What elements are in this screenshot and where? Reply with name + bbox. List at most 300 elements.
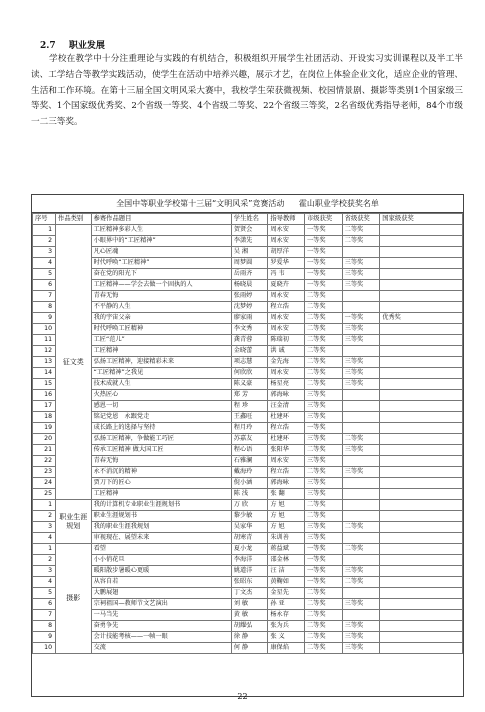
table-cell: 二等奖 (304, 588, 342, 599)
table-cell: 审视现在、展望未来 (91, 533, 231, 544)
table-cell: 徐 静 (231, 632, 268, 643)
table-cell (380, 401, 463, 412)
table-cell: 二等奖 (304, 357, 342, 368)
table-row (33, 423, 463, 434)
table-cell: 三等奖 (304, 533, 342, 544)
table-cell: 二等奖 (304, 302, 342, 313)
table-row (33, 357, 463, 368)
table-cell: 二等奖 (304, 599, 342, 610)
table-cell: 何欣欣 (231, 368, 268, 379)
table-cell: 三等奖 (304, 522, 342, 533)
table-row (33, 478, 463, 489)
table-cell: 二等奖 (304, 368, 342, 379)
table-cell: 工匠精神——学会去做一个固执的人 (91, 280, 231, 291)
table-cell: 三等奖 (304, 456, 342, 467)
table-cell (342, 247, 380, 258)
table-cell: 冯 韦 (268, 269, 305, 280)
category-cell: 摄影 (56, 544, 92, 654)
table-cell: 6 (33, 280, 56, 291)
table-cell: 永不消沉的精神 (91, 467, 231, 478)
table-cell (342, 291, 380, 302)
table-cell: 火热匠心 (91, 390, 231, 401)
table-row (33, 588, 463, 599)
table-row (33, 280, 463, 291)
table-row (33, 533, 463, 544)
table-cell (380, 302, 463, 313)
table-cell: 三等奖 (342, 566, 380, 577)
table-cell: 三等奖 (342, 269, 380, 280)
table-cell (380, 544, 463, 555)
table-cell: 孙 亚 (268, 599, 305, 610)
table-cell: 二等奖 (304, 379, 342, 390)
table-cell: 方 旭 (268, 500, 305, 511)
table-cell (380, 566, 463, 577)
table-cell: 青春无悔 (91, 291, 231, 302)
table-cell: 优秀奖 (380, 313, 463, 324)
table-cell: 方 旭 (268, 522, 305, 533)
table-cell: 金先海 (268, 357, 305, 368)
table-cell: 7 (33, 610, 56, 621)
table-row (33, 489, 463, 500)
table-row (33, 467, 463, 478)
table-cell: 10 (33, 643, 56, 654)
section-heading (40, 38, 105, 51)
table-cell: 一等奖 (304, 577, 342, 588)
table-row (33, 511, 463, 522)
table-cell: 胡厚洋 (268, 247, 305, 258)
table-cell: 周永安 (268, 324, 305, 335)
table-cell (342, 588, 380, 599)
table-cell: 倪小涵 (231, 478, 268, 489)
table-cell: 13 (33, 357, 56, 368)
table-cell: 一等奖 (304, 544, 342, 555)
table-cell: 二等奖 (304, 610, 342, 621)
table-cell: 传承工匠精神 做大国工匠 (91, 445, 231, 456)
table-cell (342, 511, 380, 522)
table-cell: 万 欣 (231, 500, 268, 511)
table-cell: 二等奖 (304, 621, 342, 632)
table-cell (342, 302, 380, 313)
table-cell: 3 (33, 247, 56, 258)
table-cell (342, 489, 380, 500)
table-cell: 沈梦婷 (231, 302, 268, 313)
table-cell: 吴 湘 (231, 247, 268, 258)
table-cell: 14 (33, 368, 56, 379)
table-cell (380, 335, 463, 346)
table-title-right: 霍山职业学校获奖名单 (298, 199, 379, 208)
table-cell: 二等奖 (342, 434, 380, 445)
table-row (33, 258, 463, 269)
table-cell: 三等奖 (304, 478, 342, 489)
table-cell: 苏嘉友 (231, 434, 268, 445)
table-row (33, 566, 463, 577)
table-cell: 二等奖 (304, 467, 342, 478)
table-cell (342, 456, 380, 467)
table-cell: 程 珍 (231, 401, 268, 412)
table-cell: 二等奖 (304, 632, 342, 643)
table-cell: 4 (33, 258, 56, 269)
table-cell (380, 379, 463, 390)
table-cell (380, 269, 463, 280)
category-cell: 职业生涯规划 (56, 500, 92, 544)
table-cell: 弘扬工匠精神，争做能工巧匠 (91, 434, 231, 445)
table-row (33, 236, 463, 247)
table-cell: 一等奖 (304, 280, 342, 291)
table-cell: 吴家华 (231, 522, 268, 533)
table-cell: 15 (33, 379, 56, 390)
table-cell (380, 489, 463, 500)
table-cell: 二等奖 (304, 643, 342, 654)
table-cell: 廖家雨 (231, 313, 268, 324)
table-cell: 暖阳散步暑暖心更暖 (91, 566, 231, 577)
table-cell: 8 (33, 621, 56, 632)
table-row (33, 456, 463, 467)
table-cell: 一等奖 (304, 247, 342, 258)
table-cell: 三等奖 (342, 643, 380, 654)
table-cell: 李文秀 (231, 324, 268, 335)
table-cell (380, 577, 463, 588)
section-number: 2.7 (40, 41, 56, 51)
table-row (33, 313, 463, 324)
table-cell: 张 翻 (268, 489, 305, 500)
table-cell: 周永安 (268, 236, 305, 247)
table-cell: 二等奖 (342, 544, 380, 555)
table-row (33, 610, 463, 621)
table-row (33, 643, 463, 654)
table-cell: 三等奖 (342, 599, 380, 610)
table-cell: 戴海玲 (231, 467, 268, 478)
table-row (33, 401, 463, 412)
table-cell: 一等奖 (304, 225, 342, 236)
table-cell (380, 445, 463, 456)
header-cell: 学生姓名 (231, 214, 268, 225)
table-cell: 郑 芳 (231, 390, 268, 401)
table-cell (342, 533, 380, 544)
table-cell: 郭海咏 (268, 478, 305, 489)
table-cell: 22 (33, 456, 56, 467)
table-cell: 二等奖 (304, 335, 342, 346)
header-cell: 参赛作品题目 (91, 214, 231, 225)
header-cell: 市级获奖 (304, 214, 342, 225)
table-cell: 杨晓晨 (231, 280, 268, 291)
table-cell: 我的宇宙父亲 (91, 313, 231, 324)
table-cell: 2 (33, 236, 56, 247)
table-cell: 周永安 (268, 313, 305, 324)
table-cell: 二等奖 (304, 291, 342, 302)
table-cell: 3 (33, 522, 56, 533)
table-cell: 17 (33, 401, 56, 412)
table-cell: 洪 诚 (268, 346, 305, 357)
table-cell: 邵金林 (268, 555, 305, 566)
table-cell: 2 (33, 555, 56, 566)
table-cell (380, 643, 463, 654)
table-row (33, 269, 463, 280)
table-cell: 汪 洁 (268, 566, 305, 577)
table-row (33, 368, 463, 379)
table-cell: 铭记党恩 永跟党走 (91, 412, 231, 423)
table-cell (380, 412, 463, 423)
table-cell: 一等奖 (304, 555, 342, 566)
table-cell (380, 225, 463, 236)
table-cell: 我的计算机专业职业生涯规划书 (91, 500, 231, 511)
table-cell: 一等奖 (304, 269, 342, 280)
table-cell (342, 610, 380, 621)
table-cell: 康保焰 (268, 643, 305, 654)
table-cell (380, 555, 463, 566)
table-cell: 10 (33, 324, 56, 335)
table-cell: 杨永存 (268, 610, 305, 621)
table-cell: 程月玲 (231, 423, 268, 434)
table-cell: 李潇先 (231, 236, 268, 247)
table-cell: 贺贤会 (231, 225, 268, 236)
table-cell: 弘扬工匠精神，迎接精彩未来 (91, 357, 231, 368)
table-cell: 陈 浅 (231, 489, 268, 500)
table-cell: 18 (33, 412, 56, 423)
table-cell: 龚青蓉 (231, 335, 268, 346)
table-cell: 丁文杰 (231, 588, 268, 599)
table-cell (380, 291, 463, 302)
header-cell: 序号 (33, 214, 56, 225)
table-cell: 杜建环 (268, 434, 305, 445)
table-cell: 贾刀下的匠心 (91, 478, 231, 489)
table-cell: 时代呼唤工匠精神 (91, 324, 231, 335)
table-cell: 工匠“范儿” (91, 335, 231, 346)
table-cell: 11 (33, 335, 56, 346)
table-cell: 姚道洋 (231, 566, 268, 577)
table-cell: 二等奖 (342, 577, 380, 588)
table-cell: 杨星亮 (268, 379, 305, 390)
table-cell (380, 247, 463, 258)
table-cell: 黄 敏 (231, 610, 268, 621)
table-cell: 工匠精神多彩人生 (91, 225, 231, 236)
table-cell: 二等奖 (304, 511, 342, 522)
table-row (33, 577, 463, 588)
table-cell: 二等奖 (304, 445, 342, 456)
table-row (33, 522, 463, 533)
table-cell: 看望 (91, 544, 231, 555)
table-cell: 成长路上的选择与坚持 (91, 423, 231, 434)
table-cell: 陈义豪 (231, 379, 268, 390)
table-cell (342, 401, 380, 412)
table-cell (380, 588, 463, 599)
table-cell (380, 357, 463, 368)
table-row (33, 434, 463, 445)
table-cell: 凡心匠魂 (91, 247, 231, 258)
table-row (33, 379, 463, 390)
page-number: 22 (237, 692, 248, 701)
table-cell (342, 346, 380, 357)
header-cell: 国家级获奖 (380, 214, 463, 225)
table-cell: 张昭东 (231, 577, 268, 588)
table-cell: 5 (33, 269, 56, 280)
table-cell: 一马当先 (91, 610, 231, 621)
table-cell: 2 (33, 511, 56, 522)
table-cell (380, 280, 463, 291)
table-cell: 16 (33, 390, 56, 401)
table-cell: 陈瑞初 (268, 335, 305, 346)
awards-table (32, 213, 463, 654)
table-cell (380, 236, 463, 247)
table-cell: 周永安 (268, 225, 305, 236)
table-cell: 三等奖 (342, 632, 380, 643)
table-row (33, 500, 463, 511)
table-row (33, 390, 463, 401)
table-cell: 感恩一切 (91, 401, 231, 412)
table-cell: 会计技能考核——一帧一眼 (91, 632, 231, 643)
table-cell: 罗爱华 (268, 258, 305, 269)
table-title-left: 全国中等职业学校第十三届“文明风采”竞赛活动 (116, 199, 285, 208)
table-cell: 三等奖 (342, 467, 380, 478)
table-cell: 三等奖 (342, 445, 380, 456)
table-cell: 岳雨齐 (231, 269, 268, 280)
table-cell: 方 旭 (268, 511, 305, 522)
table-cell (380, 632, 463, 643)
table-cell (380, 346, 463, 357)
table-cell: 三等奖 (342, 357, 380, 368)
table-cell: 李海洋 (231, 555, 268, 566)
table-cell: 19 (33, 423, 56, 434)
table-cell: 刘 敏 (231, 599, 268, 610)
section-paragraph: 学校在教学中十分注重理论与实践的有机结合，积极组织开展学生社团活动、开设实习实训课程以及半工半读、工学结合等教学实践活动，使学生在活动中培养兴趣，展示才艺，在岗位上体验企业文化，适应企业的管理、生活和工作环境。在第十三届全国文明风采大赛中，我校学生荣获微视频、校园情景剧、摄影等类别1个国家级三等奖、1个国家级优秀奖、2个省级一等奖、4个省级二等奖、22个省级三等奖，2名省级优秀指导老师，84个市级一二三等奖。 (31, 54, 463, 128)
table-cell: 从容自若 (91, 577, 231, 588)
table-cell (380, 456, 463, 467)
table-cell: 三等奖 (342, 379, 380, 390)
table-cell: 4 (33, 533, 56, 544)
table-cell: 3 (33, 566, 56, 577)
table-cell: 金晓蕾 (231, 346, 268, 357)
table-cell (342, 478, 380, 489)
table-cell: 三等奖 (342, 368, 380, 379)
table-cell: 程心语 (231, 445, 268, 456)
table-row (33, 247, 463, 258)
table-cell: 三等奖 (304, 390, 342, 401)
table-cell (380, 467, 463, 478)
table-cell: 三等奖 (342, 258, 380, 269)
table-row (33, 225, 463, 236)
table-cell: 奋在党的阳光下 (91, 269, 231, 280)
table-cell: 张为兵 (268, 621, 305, 632)
table-cell: 交流 (91, 643, 231, 654)
table-cell: 奋勇争先 (91, 621, 231, 632)
table-cell: 三等奖 (304, 401, 342, 412)
table-cell: 1 (33, 500, 56, 511)
table-cell: 工匠精神 (91, 346, 231, 357)
table-cell (342, 555, 380, 566)
table-row (33, 445, 463, 456)
table-cell: 技术成就人生 (91, 379, 231, 390)
table-cell: 1 (33, 544, 56, 555)
table-cell (380, 533, 463, 544)
table-cell: 郭海咏 (268, 390, 305, 401)
table-cell: 张 义 (268, 632, 305, 643)
table-cell (380, 258, 463, 269)
table-cell: 我的职业生涯我规划 (91, 522, 231, 533)
table-cell: 二等奖 (304, 313, 342, 324)
table-cell: 二等奖 (304, 346, 342, 357)
table-cell (380, 324, 463, 335)
table-cell: 杜建环 (268, 412, 305, 423)
table-row (33, 599, 463, 610)
table-cell (380, 599, 463, 610)
table-cell: 6 (33, 599, 56, 610)
table-cell: 二等奖 (342, 522, 380, 533)
table-cell: 1 (33, 225, 56, 236)
header-cell: 省级获奖 (342, 214, 380, 225)
table-cell: 三等奖 (304, 489, 342, 500)
table-header-row (33, 214, 463, 225)
table-row (33, 412, 463, 423)
table-cell (380, 434, 463, 445)
table-cell (380, 423, 463, 434)
table-row (33, 632, 463, 643)
table-cell: 一等奖 (342, 313, 380, 324)
table-row (33, 544, 463, 555)
table-cell: 12 (33, 346, 56, 357)
table-cell: 职业生涯规划书 (91, 511, 231, 522)
table-row (33, 555, 463, 566)
table-cell: 三等奖 (304, 434, 342, 445)
table-cell: 8 (33, 302, 56, 313)
table-cell: 一等奖 (304, 258, 342, 269)
section-title: 职业发展 (68, 41, 105, 51)
table-cell: 时代呼唤“工匠精神” (91, 258, 231, 269)
table-cell: 胡耀弘 (231, 621, 268, 632)
table-row (33, 324, 463, 335)
table-cell (380, 522, 463, 533)
awards-table-container (31, 194, 464, 697)
table-cell: 21 (33, 445, 56, 456)
table-cell: 夏晓卉 (268, 280, 305, 291)
table-cell: 汪金清 (268, 401, 305, 412)
table-cell: 夏小龙 (231, 544, 268, 555)
table-cell: 二等奖 (304, 324, 342, 335)
table-cell (380, 368, 463, 379)
table-cell: 程立浩 (268, 302, 305, 313)
table-cell: 项志慧 (231, 357, 268, 368)
table-cell (380, 500, 463, 511)
table-cell: 一等奖 (304, 566, 342, 577)
header-cell: 作品类别 (56, 214, 92, 225)
table-title (32, 195, 463, 213)
table-cell: 一等奖 (304, 423, 342, 434)
table-cell: 23 (33, 467, 56, 478)
table-row (33, 302, 463, 313)
table-cell: 金星先 (268, 588, 305, 599)
table-cell: 20 (33, 434, 56, 445)
header-cell: 指导教师 (268, 214, 305, 225)
table-cell (380, 610, 463, 621)
table-cell: 小小俏花旦 (91, 555, 231, 566)
table-row (33, 346, 463, 357)
table-cell (342, 423, 380, 434)
table-row (33, 621, 463, 632)
table-cell: 张阳华 (268, 445, 305, 456)
table-cell: 石雅澜 (231, 456, 268, 467)
table-cell: 三等奖 (342, 335, 380, 346)
table-cell (342, 412, 380, 423)
table-cell: 周梦圆 (231, 258, 268, 269)
table-row (33, 291, 463, 302)
table-cell: 25 (33, 489, 56, 500)
table-cell: 不平静的人生 (91, 302, 231, 313)
table-cell: “工匠精神”之我见 (91, 368, 231, 379)
table-cell: 张雨婷 (231, 291, 268, 302)
table-cell: 三等奖 (304, 412, 342, 423)
table-cell: 胡寒青 (231, 533, 268, 544)
table-cell: 4 (33, 577, 56, 588)
table-cell: 周永安 (268, 291, 305, 302)
table-cell: 5 (33, 588, 56, 599)
